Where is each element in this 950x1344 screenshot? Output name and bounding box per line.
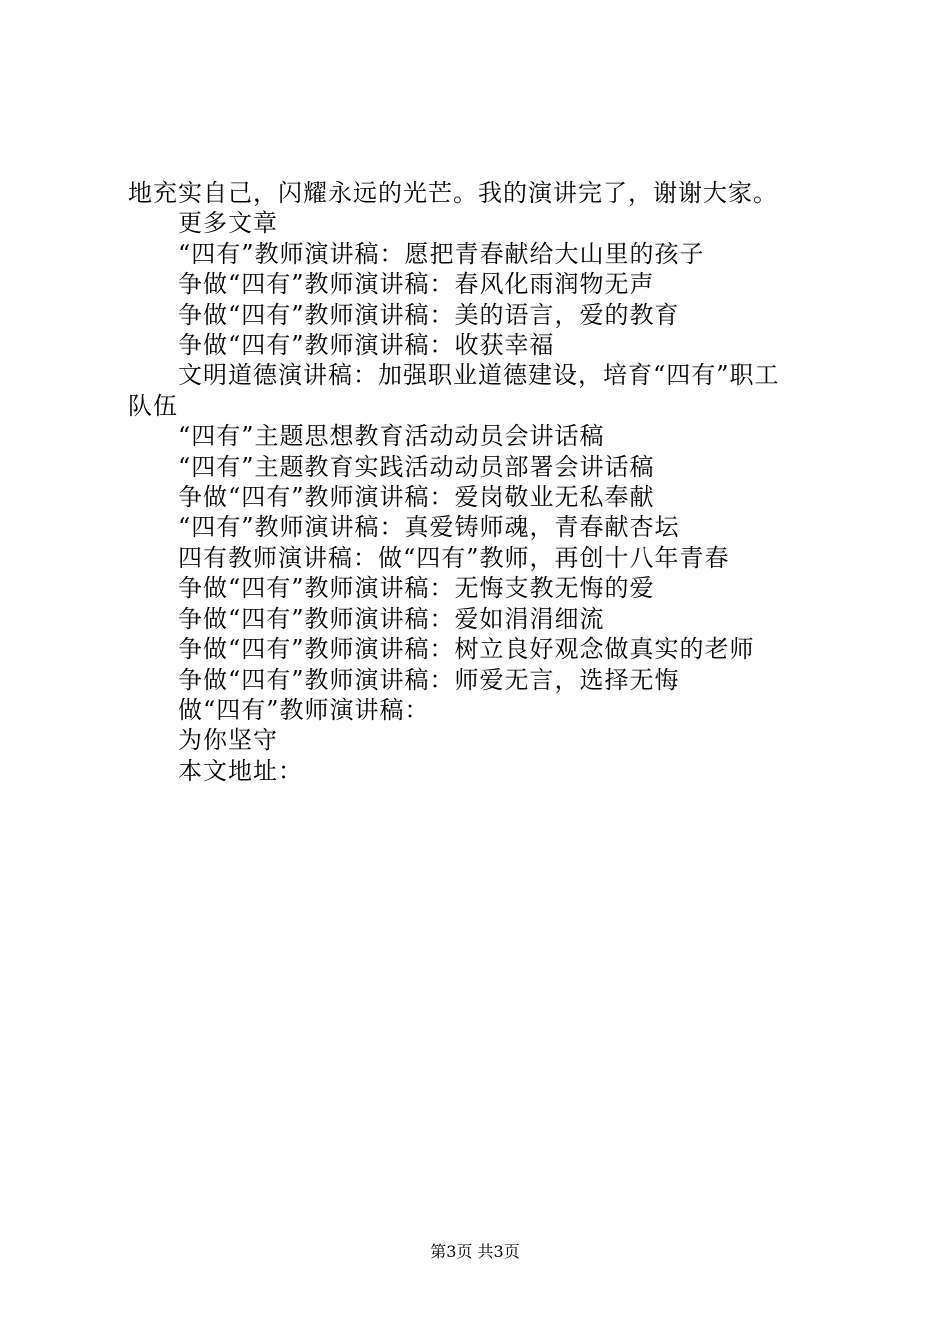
article-link[interactable]: 争做“四有”教师演讲稿：爱如涓涓细流 — [178, 604, 605, 633]
article-link[interactable]: “四有”主题教育实践活动动员部署会讲话稿 — [178, 452, 655, 481]
article-link[interactable]: 争做“四有”教师演讲稿：师爱无言，选择无悔 — [178, 665, 680, 694]
more-articles-heading: 更多文章 — [178, 209, 278, 238]
article-link[interactable]: “四有”主题思想教育活动动员会讲话稿 — [178, 422, 605, 451]
document-body — [128, 178, 838, 786]
article-link[interactable]: 为你坚守 — [178, 726, 278, 755]
article-link[interactable]: “四有”教师演讲稿：真爱铸师魂，青春献杏坛 — [178, 513, 680, 542]
article-link[interactable]: 争做“四有”教师演讲稿：爱岗敬业无私奉献 — [178, 483, 655, 512]
article-link[interactable]: 争做“四有”教师演讲稿：春风化雨润物无声 — [178, 270, 655, 299]
article-link[interactable]: 文明道德演讲稿：加强职业道德建设，培育“四有”职工 — [178, 361, 780, 390]
paragraph-closing-line: 地充实自己，闪耀永远的光芒。我的演讲完了，谢谢大家。 — [128, 179, 778, 207]
article-link[interactable]: “四有”教师演讲稿：愿把青春献给大山里的孩子 — [178, 239, 705, 268]
page-number: 第3页 共3页 — [430, 1242, 520, 1261]
article-link[interactable]: 争做“四有”教师演讲稿：无悔支教无悔的爱 — [178, 574, 655, 603]
article-link[interactable]: 争做“四有”教师演讲稿：收获幸福 — [178, 331, 555, 360]
article-link[interactable]: 四有教师演讲稿：做“四有”教师，再创十八年青春 — [178, 543, 730, 572]
page-footer — [0, 1242, 950, 1262]
article-link[interactable]: 争做“四有”教师演讲稿：树立良好观念做真实的老师 — [178, 635, 755, 664]
article-address-label: 本文地址： — [178, 756, 303, 785]
article-link[interactable]: 争做“四有”教师演讲稿：美的语言，爱的教育 — [178, 300, 680, 329]
article-link-continuation[interactable]: 队伍 — [128, 391, 178, 420]
article-link[interactable]: 做“四有”教师演讲稿： — [178, 695, 430, 724]
